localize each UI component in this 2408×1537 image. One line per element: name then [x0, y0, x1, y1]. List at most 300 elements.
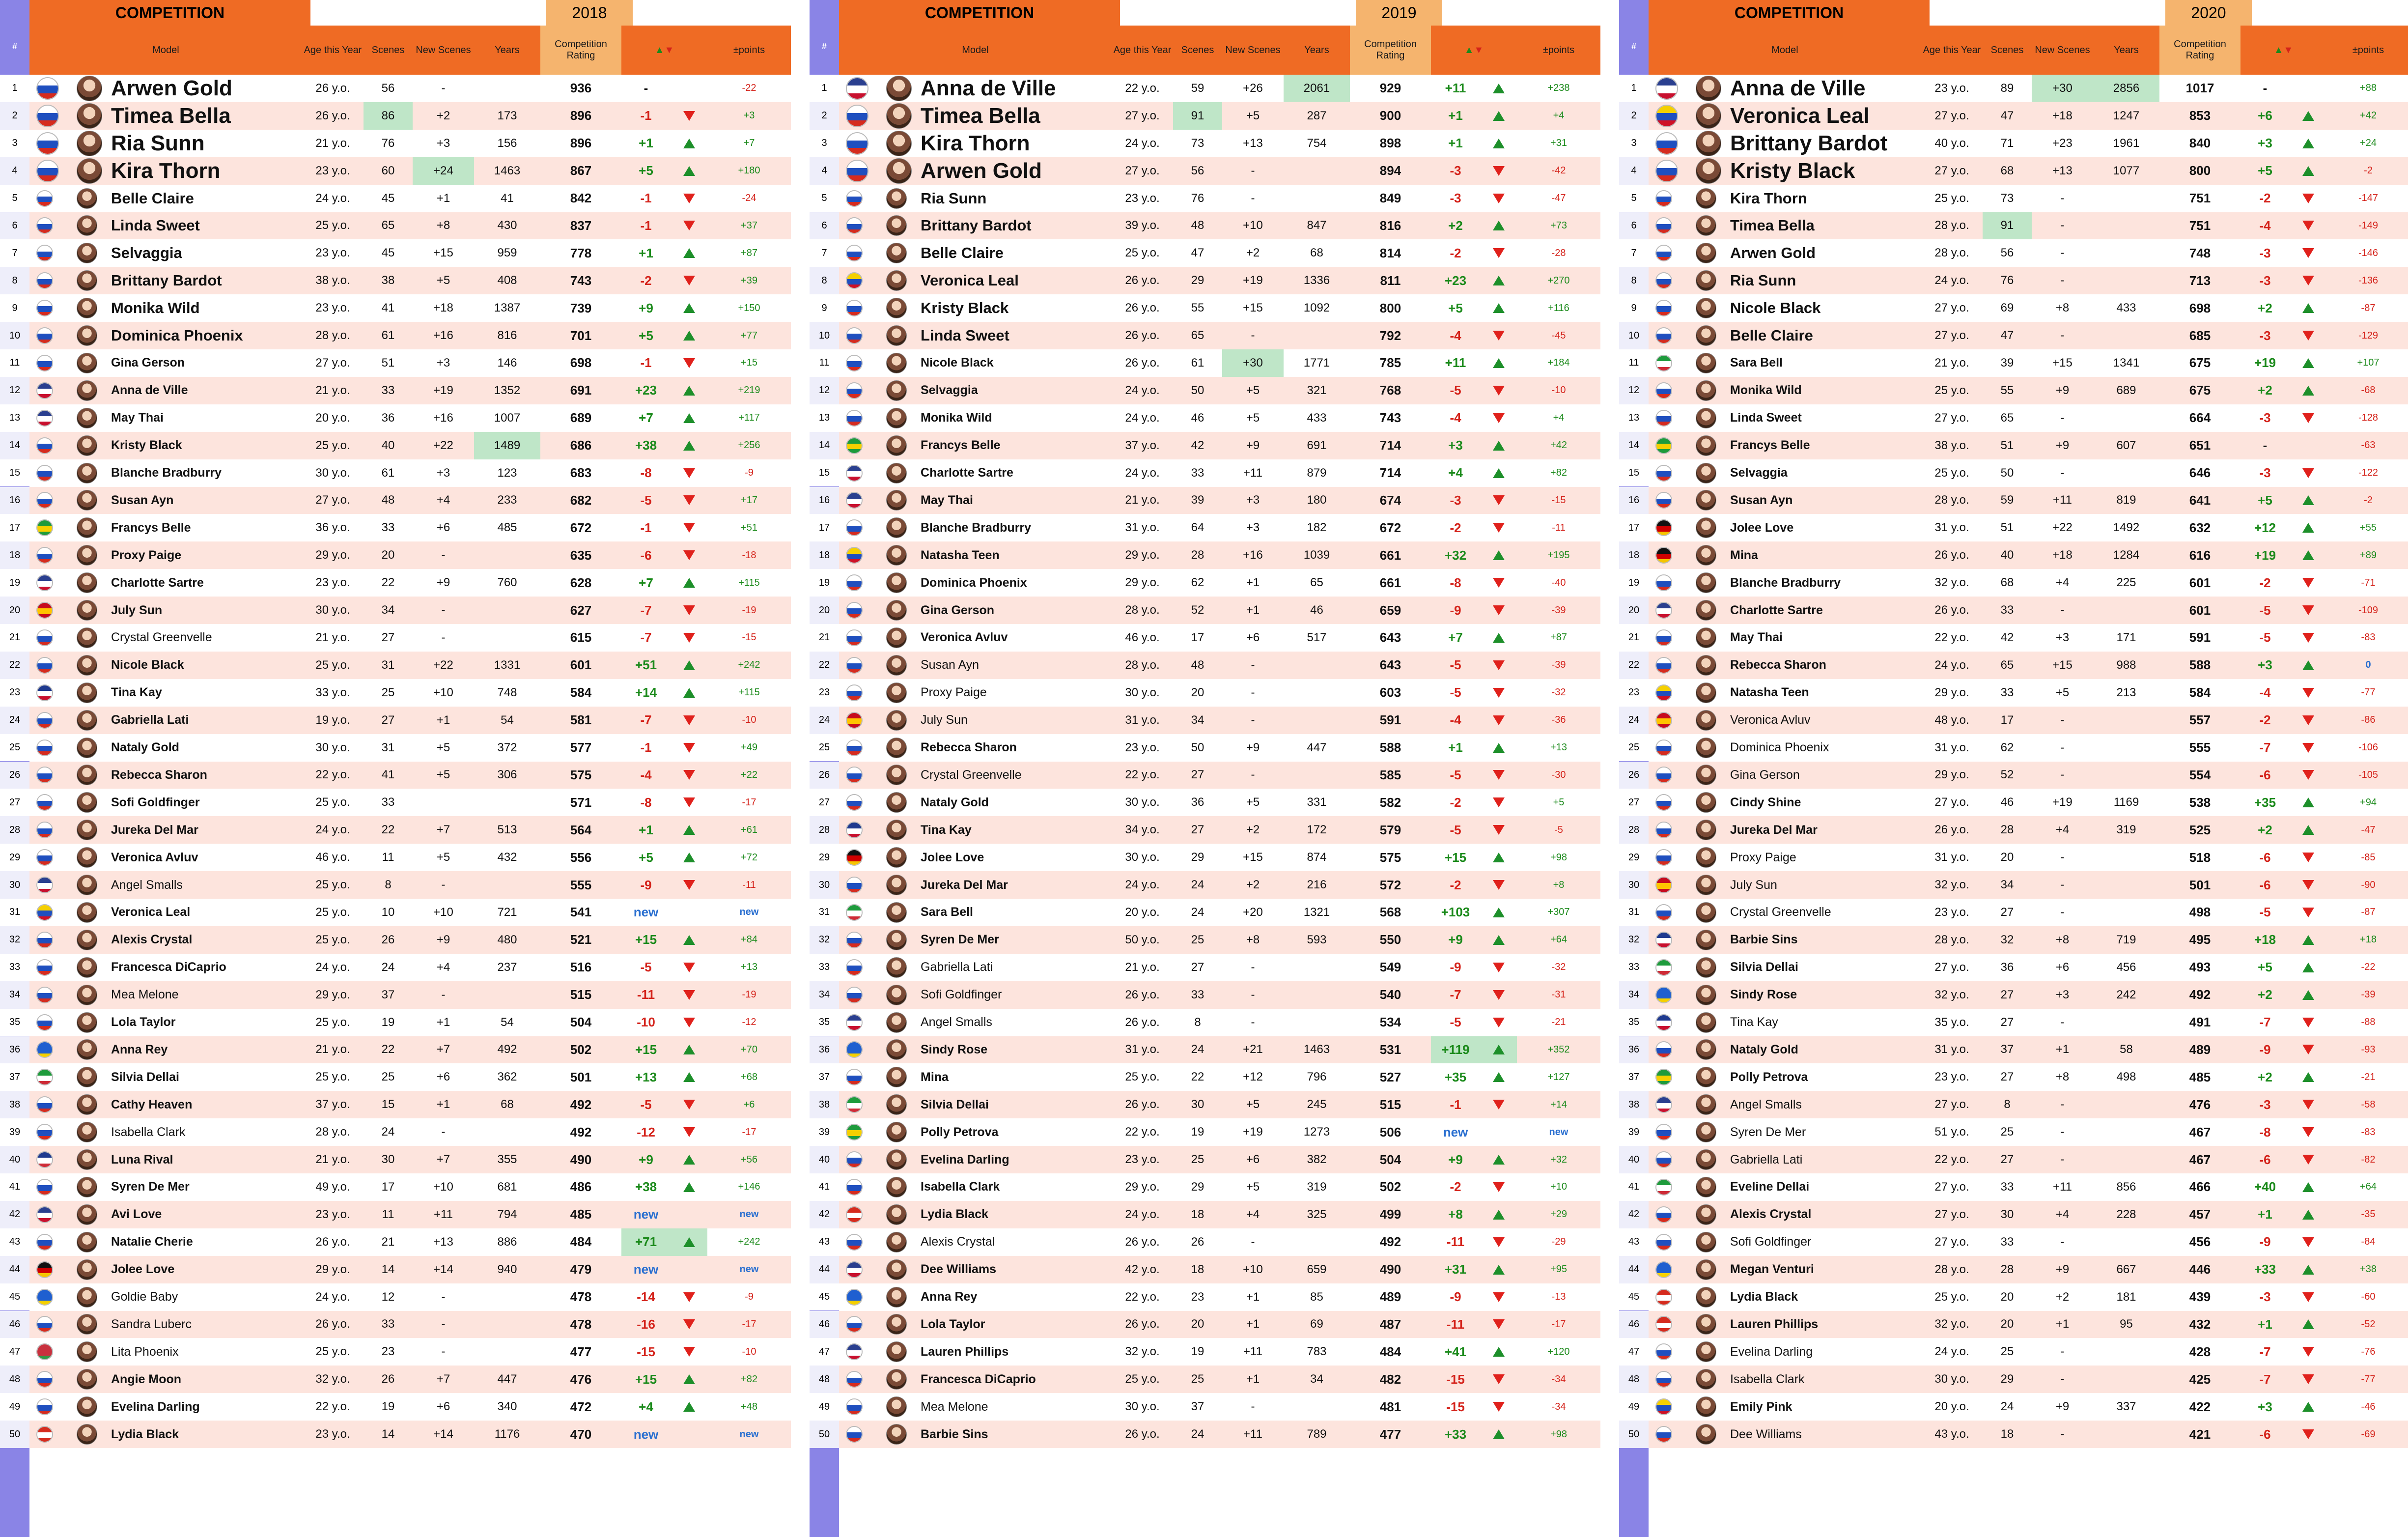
table-row[interactable]	[9, 1009, 791, 1036]
model-name[interactable]: Syren De Mer	[921, 933, 999, 947]
table-row[interactable]	[9, 981, 791, 1009]
model-name[interactable]: Gabriella Lati	[921, 960, 993, 974]
table-row[interactable]	[9, 1256, 791, 1283]
model-name[interactable]: Arwen Gold	[921, 158, 1042, 183]
table-row[interactable]	[9, 432, 791, 459]
model-name[interactable]: Charlotte Sartre	[111, 575, 204, 590]
table-row[interactable]	[1628, 926, 2408, 954]
table-row[interactable]	[1628, 1421, 2408, 1448]
table-row[interactable]	[12, 267, 791, 294]
table-row[interactable]	[818, 652, 1600, 679]
table-row[interactable]	[818, 459, 1600, 487]
model-name[interactable]: Gina Gerson	[1730, 768, 1800, 782]
table-row[interactable]	[12, 102, 791, 130]
model-name[interactable]: Nicole Black	[1730, 299, 1821, 317]
table-row[interactable]	[1628, 1063, 2408, 1091]
table-row[interactable]	[1628, 349, 2408, 377]
table-row[interactable]	[821, 185, 1600, 212]
table-row[interactable]	[1628, 816, 2408, 844]
table-row[interactable]	[9, 871, 791, 899]
model-name[interactable]: Nicole Black	[921, 356, 994, 370]
table-row[interactable]	[1628, 1173, 2408, 1201]
table-row[interactable]	[9, 954, 791, 981]
table-row[interactable]	[818, 1366, 1600, 1393]
model-name[interactable]: Crystal Greenvelle	[921, 768, 1022, 782]
model-name[interactable]: Sofi Goldfinger	[1730, 1235, 1812, 1249]
table-row[interactable]	[12, 294, 791, 322]
table-row[interactable]	[12, 185, 791, 212]
model-name[interactable]: Megan Venturi	[1730, 1262, 1814, 1277]
model-name[interactable]: Lita Phoenix	[111, 1344, 179, 1359]
model-name[interactable]: Syren De Mer	[1730, 1125, 1806, 1139]
model-name[interactable]: Silvia Dellai	[1730, 960, 1798, 974]
table-row[interactable]	[1631, 75, 2408, 102]
model-name[interactable]: Arwen Gold	[111, 76, 232, 100]
table-row[interactable]	[12, 130, 791, 157]
model-name[interactable]: Gina Gerson	[921, 603, 995, 617]
model-name[interactable]: Francys Belle	[921, 438, 1001, 453]
model-name[interactable]: Angel Smalls	[921, 1015, 992, 1029]
model-name[interactable]: Sindy Rose	[1730, 988, 1797, 1002]
model-name[interactable]: Jolee Love	[1730, 520, 1794, 535]
model-name[interactable]: Luna Rival	[111, 1152, 173, 1167]
table-row[interactable]	[1628, 569, 2408, 597]
table-row[interactable]	[1628, 1366, 2408, 1393]
table-row[interactable]	[821, 212, 1600, 240]
table-row[interactable]	[9, 734, 791, 762]
model-name[interactable]: Sofi Goldfinger	[921, 988, 1002, 1002]
table-row[interactable]	[821, 267, 1600, 294]
table-row[interactable]	[1628, 597, 2408, 624]
table-row[interactable]	[818, 597, 1600, 624]
table-row[interactable]	[9, 459, 791, 487]
model-name[interactable]: Francesca DiCaprio	[111, 960, 226, 974]
table-row[interactable]	[818, 1063, 1600, 1091]
table-row[interactable]	[12, 157, 791, 185]
table-row[interactable]	[818, 624, 1600, 652]
model-name[interactable]: Sara Bell	[1730, 356, 1783, 370]
model-name[interactable]: Linda Sweet	[111, 217, 200, 234]
model-name[interactable]: Kristy Black	[111, 438, 182, 453]
model-name[interactable]: Lauren Phillips	[1730, 1317, 1819, 1331]
model-name[interactable]: Selvaggia	[1730, 466, 1788, 480]
model-name[interactable]: Natalie Cherie	[111, 1235, 193, 1249]
model-name[interactable]: Timea Bella	[111, 103, 231, 128]
table-row[interactable]	[818, 541, 1600, 569]
model-name[interactable]: Barbie Sins	[921, 1427, 988, 1441]
model-name[interactable]: Jureka Del Mar	[1730, 823, 1818, 837]
model-name[interactable]: Belle Claire	[1730, 327, 1813, 344]
model-name[interactable]: Arwen Gold	[1730, 244, 1816, 262]
model-name[interactable]: Timea Bella	[921, 103, 1040, 128]
model-name[interactable]: Mina	[921, 1070, 949, 1084]
model-name[interactable]: Proxy Paige	[1730, 850, 1796, 864]
model-name[interactable]: Nataly Gold	[1730, 1042, 1798, 1056]
model-name[interactable]: Barbie Sins	[1730, 933, 1798, 947]
model-name[interactable]: Rebecca Sharon	[111, 768, 207, 782]
table-row[interactable]	[818, 1091, 1600, 1118]
model-name[interactable]: Silvia Dellai	[921, 1097, 989, 1111]
table-row[interactable]	[818, 1338, 1600, 1366]
table-row[interactable]	[9, 597, 791, 624]
model-name[interactable]: Selvaggia	[921, 383, 978, 398]
table-row[interactable]	[1628, 377, 2408, 404]
model-name[interactable]: Jureka Del Mar	[921, 878, 1008, 892]
model-name[interactable]: Nataly Gold	[921, 795, 989, 809]
model-name[interactable]: Jolee Love	[921, 850, 984, 864]
model-name[interactable]: Anna de Ville	[111, 383, 188, 398]
model-name[interactable]: Francesca DiCaprio	[921, 1372, 1036, 1386]
model-name[interactable]: Dee Williams	[921, 1262, 997, 1277]
table-row[interactable]	[9, 789, 791, 816]
model-name[interactable]: Natasha Teen	[1730, 685, 1809, 700]
table-row[interactable]	[818, 707, 1600, 734]
table-row[interactable]	[818, 569, 1600, 597]
model-name[interactable]: July Sun	[1730, 878, 1777, 892]
table-row[interactable]	[9, 1366, 791, 1393]
table-row[interactable]	[818, 1283, 1600, 1311]
table-row[interactable]	[1628, 514, 2408, 541]
table-row[interactable]	[818, 1118, 1600, 1146]
model-name[interactable]: Rebecca Sharon	[1730, 658, 1826, 672]
model-name[interactable]: Veronica Leal	[921, 272, 1019, 289]
table-row[interactable]	[1628, 1393, 2408, 1421]
model-name[interactable]: Dominica Phoenix	[111, 327, 243, 344]
table-row[interactable]	[1628, 1283, 2408, 1311]
table-row[interactable]	[818, 487, 1600, 514]
table-row[interactable]	[9, 377, 791, 404]
table-row[interactable]	[821, 239, 1600, 267]
table-row[interactable]	[9, 349, 791, 377]
model-name[interactable]: Kira Thorn	[921, 131, 1030, 155]
table-row[interactable]	[818, 1393, 1600, 1421]
model-name[interactable]: Nicole Black	[111, 658, 184, 672]
model-name[interactable]: Veronica Avluv	[1730, 713, 1811, 727]
table-row[interactable]	[818, 762, 1600, 789]
model-name[interactable]: Lydia Black	[921, 1207, 989, 1222]
model-name[interactable]: Angel Smalls	[1730, 1097, 1802, 1111]
table-row[interactable]	[1628, 624, 2408, 652]
model-name[interactable]: Tina Kay	[111, 685, 162, 700]
model-name[interactable]: Blanche Bradburry	[921, 520, 1032, 535]
model-name[interactable]: Mea Melone	[111, 988, 179, 1002]
model-name[interactable]: Linda Sweet	[921, 327, 1009, 344]
table-row[interactable]	[9, 1036, 791, 1064]
table-row[interactable]	[818, 404, 1600, 432]
model-name[interactable]: Polly Petrova	[1730, 1070, 1808, 1084]
model-name[interactable]: Sofi Goldfinger	[111, 795, 200, 809]
model-name[interactable]: Brittany Bardot	[1730, 131, 1888, 155]
table-row[interactable]	[818, 899, 1600, 926]
table-row[interactable]	[1628, 1091, 2408, 1118]
model-name[interactable]: Brittany Bardot	[111, 272, 222, 289]
table-row[interactable]	[818, 954, 1600, 981]
model-name[interactable]: May Thai	[1730, 630, 1783, 645]
model-name[interactable]: Charlotte Sartre	[921, 466, 1013, 480]
table-row[interactable]	[818, 432, 1600, 459]
model-name[interactable]: Dominica Phoenix	[1730, 740, 1829, 755]
table-row[interactable]	[1631, 185, 2408, 212]
model-name[interactable]: Gina Gerson	[111, 356, 185, 370]
model-name[interactable]: Proxy Paige	[921, 685, 987, 700]
model-name[interactable]: Belle Claire	[921, 244, 1004, 262]
table-row[interactable]	[12, 75, 791, 102]
model-name[interactable]: Nataly Gold	[111, 740, 179, 755]
model-name[interactable]: Isabella Clark	[111, 1125, 186, 1139]
table-row[interactable]	[819, 349, 1600, 377]
model-name[interactable]: May Thai	[111, 411, 164, 425]
table-row[interactable]	[9, 1311, 791, 1338]
model-name[interactable]: Mina	[1730, 548, 1758, 562]
model-name[interactable]: May Thai	[921, 493, 973, 507]
model-name[interactable]: Crystal Greenvelle	[1730, 905, 1831, 919]
model-name[interactable]: Lydia Black	[1730, 1290, 1798, 1304]
table-row[interactable]	[818, 1228, 1600, 1256]
table-row[interactable]	[818, 1421, 1600, 1448]
table-row[interactable]	[1628, 487, 2408, 514]
table-row[interactable]	[9, 1063, 791, 1091]
table-row[interactable]	[1628, 432, 2408, 459]
table-row[interactable]	[818, 1311, 1600, 1338]
table-row[interactable]	[1631, 239, 2408, 267]
table-row[interactable]	[9, 844, 791, 871]
table-row[interactable]	[1628, 541, 2408, 569]
model-name[interactable]: Silvia Dellai	[111, 1070, 179, 1084]
model-name[interactable]: Kira Thorn	[111, 158, 221, 183]
model-name[interactable]: Mea Melone	[921, 1399, 988, 1414]
model-name[interactable]: Eveline Dellai	[1730, 1180, 1810, 1194]
model-name[interactable]: Alexis Crystal	[1730, 1207, 1812, 1222]
table-row[interactable]	[1628, 789, 2408, 816]
table-row[interactable]	[818, 377, 1600, 404]
table-row[interactable]	[818, 734, 1600, 762]
model-name[interactable]: Monika Wild	[1730, 383, 1802, 398]
model-name[interactable]: Veronica Avluv	[921, 630, 1008, 645]
model-name[interactable]: Lydia Black	[111, 1427, 179, 1441]
table-row[interactable]	[821, 102, 1600, 130]
table-row[interactable]	[9, 816, 791, 844]
model-name[interactable]: Susan Ayn	[921, 658, 980, 672]
table-row[interactable]	[1628, 1009, 2408, 1036]
table-row[interactable]	[9, 762, 791, 789]
table-row[interactable]	[1631, 157, 2408, 185]
table-row[interactable]	[9, 541, 791, 569]
model-name[interactable]: Dominica Phoenix	[921, 575, 1027, 590]
table-row[interactable]	[9, 1338, 791, 1366]
model-name[interactable]: Sara Bell	[921, 905, 974, 919]
model-name[interactable]: Gabriella Lati	[111, 713, 189, 727]
model-name[interactable]: Anna Rey	[921, 1290, 978, 1304]
table-row[interactable]	[1628, 1146, 2408, 1173]
model-name[interactable]: Ria Sunn	[111, 131, 205, 155]
table-row[interactable]	[9, 514, 791, 541]
table-row[interactable]	[9, 899, 791, 926]
table-row[interactable]	[1628, 762, 2408, 789]
table-row[interactable]	[9, 487, 791, 514]
table-row[interactable]	[1628, 652, 2408, 679]
table-row[interactable]	[9, 1091, 791, 1118]
model-name[interactable]: Goldie Baby	[111, 1290, 178, 1304]
model-name[interactable]: Blanche Bradburry	[1730, 575, 1841, 590]
model-name[interactable]: Isabella Clark	[1730, 1372, 1805, 1386]
model-name[interactable]: Natasha Teen	[921, 548, 1000, 562]
table-row[interactable]	[818, 1036, 1600, 1064]
table-row[interactable]	[818, 1201, 1600, 1228]
table-row[interactable]	[1631, 102, 2408, 130]
model-name[interactable]: Kristy Black	[1730, 158, 1855, 183]
model-name[interactable]: Veronica Leal	[1730, 103, 1870, 128]
table-row[interactable]	[12, 212, 791, 240]
table-row[interactable]	[1628, 459, 2408, 487]
model-name[interactable]: Rebecca Sharon	[921, 740, 1017, 755]
model-name[interactable]: Charlotte Sartre	[1730, 603, 1823, 617]
model-name[interactable]: Susan Ayn	[111, 493, 174, 507]
model-name[interactable]: Tina Kay	[1730, 1015, 1778, 1029]
table-row[interactable]	[1628, 734, 2408, 762]
model-name[interactable]: Angie Moon	[111, 1372, 182, 1386]
table-row[interactable]	[9, 569, 791, 597]
table-row[interactable]	[9, 926, 791, 954]
model-name[interactable]: Avi Love	[111, 1207, 162, 1222]
model-name[interactable]: Gabriella Lati	[1730, 1152, 1803, 1167]
table-row[interactable]	[1628, 707, 2408, 734]
model-name[interactable]: Brittany Bardot	[921, 217, 1032, 234]
model-name[interactable]: Crystal Greenvelle	[111, 630, 212, 645]
table-row[interactable]	[9, 1283, 791, 1311]
model-name[interactable]: Lola Taylor	[111, 1015, 176, 1029]
model-name[interactable]: Ria Sunn	[1730, 272, 1796, 289]
model-name[interactable]: Monika Wild	[111, 299, 200, 317]
table-row[interactable]	[818, 514, 1600, 541]
table-row[interactable]	[1631, 212, 2408, 240]
table-row[interactable]	[818, 871, 1600, 899]
model-name[interactable]: Alexis Crystal	[111, 933, 193, 947]
model-name[interactable]: Monika Wild	[921, 411, 992, 425]
model-name[interactable]: Cindy Shine	[1730, 795, 1801, 809]
table-row[interactable]	[818, 322, 1600, 349]
table-row[interactable]	[821, 130, 1600, 157]
table-row[interactable]	[818, 1256, 1600, 1283]
table-row[interactable]	[818, 789, 1600, 816]
table-row[interactable]	[1628, 871, 2408, 899]
table-row[interactable]	[818, 679, 1600, 707]
table-row[interactable]	[12, 239, 791, 267]
model-name[interactable]: Anna de Ville	[1730, 76, 1866, 100]
model-name[interactable]: Francys Belle	[111, 520, 191, 535]
model-name[interactable]: Linda Sweet	[1730, 411, 1802, 425]
table-row[interactable]	[821, 75, 1600, 102]
table-row[interactable]	[1628, 404, 2408, 432]
table-row[interactable]	[9, 404, 791, 432]
table-row[interactable]	[818, 1146, 1600, 1173]
table-row[interactable]	[1628, 981, 2408, 1009]
model-name[interactable]: Evelina Darling	[111, 1399, 200, 1414]
table-row[interactable]	[9, 652, 791, 679]
model-name[interactable]: Sandra Luberc	[111, 1317, 192, 1331]
table-row[interactable]	[818, 816, 1600, 844]
model-name[interactable]: Blanche Bradburry	[111, 466, 222, 480]
model-name[interactable]: Polly Petrova	[921, 1125, 999, 1139]
table-row[interactable]	[9, 1146, 791, 1173]
table-row[interactable]	[1628, 1311, 2408, 1338]
model-name[interactable]: Evelina Darling	[921, 1152, 1009, 1167]
model-name[interactable]: Veronica Leal	[111, 905, 191, 919]
table-row[interactable]	[818, 926, 1600, 954]
table-row[interactable]	[1631, 130, 2408, 157]
table-row[interactable]	[1628, 954, 2408, 981]
model-name[interactable]: Belle Claire	[111, 189, 194, 207]
model-name[interactable]: Timea Bella	[1730, 217, 1815, 234]
table-row[interactable]	[9, 707, 791, 734]
table-row[interactable]	[1628, 1256, 2408, 1283]
table-row[interactable]	[1628, 322, 2408, 349]
model-name[interactable]: Dee Williams	[1730, 1427, 1802, 1441]
model-name[interactable]: Cathy Heaven	[111, 1097, 193, 1111]
model-name[interactable]: Lauren Phillips	[921, 1344, 1009, 1359]
table-row[interactable]	[9, 1173, 791, 1201]
model-name[interactable]: Kira Thorn	[1730, 189, 1807, 207]
model-name[interactable]: Evelina Darling	[1730, 1344, 1813, 1359]
table-row[interactable]	[1631, 294, 2408, 322]
model-name[interactable]: Jureka Del Mar	[111, 823, 198, 837]
table-row[interactable]	[9, 1118, 791, 1146]
table-row[interactable]	[818, 1173, 1600, 1201]
table-row[interactable]	[9, 322, 791, 349]
model-name[interactable]: Syren De Mer	[111, 1180, 190, 1194]
table-row[interactable]	[818, 1009, 1600, 1036]
model-name[interactable]: Kristy Black	[921, 299, 1009, 317]
model-name[interactable]: Selvaggia	[111, 244, 182, 262]
table-row[interactable]	[9, 1421, 791, 1448]
model-name[interactable]: Emily Pink	[1730, 1399, 1792, 1414]
model-name[interactable]: Veronica Avluv	[111, 850, 198, 864]
model-name[interactable]: Anna de Ville	[921, 76, 1056, 100]
model-name[interactable]: Proxy Paige	[111, 548, 182, 562]
table-row[interactable]	[1628, 1118, 2408, 1146]
model-name[interactable]: Lola Taylor	[921, 1317, 985, 1331]
model-name[interactable]: Isabella Clark	[921, 1180, 1000, 1194]
model-name[interactable]: Francys Belle	[1730, 438, 1810, 453]
table-row[interactable]	[9, 624, 791, 652]
table-row[interactable]	[1628, 1201, 2408, 1228]
table-row[interactable]	[1628, 1036, 2408, 1064]
table-row[interactable]	[818, 844, 1600, 871]
model-name[interactable]: July Sun	[111, 603, 163, 617]
table-row[interactable]	[1628, 1228, 2408, 1256]
table-row[interactable]	[1628, 1338, 2408, 1366]
model-name[interactable]: Alexis Crystal	[921, 1235, 995, 1249]
model-name[interactable]: Sindy Rose	[921, 1042, 988, 1056]
table-row[interactable]	[9, 1228, 791, 1256]
table-row[interactable]	[9, 1393, 791, 1421]
table-row[interactable]	[1628, 679, 2408, 707]
table-row[interactable]	[821, 294, 1600, 322]
table-row[interactable]	[9, 679, 791, 707]
table-row[interactable]	[821, 157, 1600, 185]
model-name[interactable]: Ria Sunn	[921, 189, 987, 207]
model-name[interactable]: Tina Kay	[921, 823, 972, 837]
table-row[interactable]	[818, 981, 1600, 1009]
table-row[interactable]	[1628, 899, 2408, 926]
model-name[interactable]: Susan Ayn	[1730, 493, 1793, 507]
table-row[interactable]	[9, 1201, 791, 1228]
model-name[interactable]: Jolee Love	[111, 1262, 175, 1277]
table-row[interactable]	[1628, 844, 2408, 871]
model-name[interactable]: Angel Smalls	[111, 878, 183, 892]
model-name[interactable]: July Sun	[921, 713, 968, 727]
table-row[interactable]	[1631, 267, 2408, 294]
model-name[interactable]: Anna Rey	[111, 1042, 168, 1056]
